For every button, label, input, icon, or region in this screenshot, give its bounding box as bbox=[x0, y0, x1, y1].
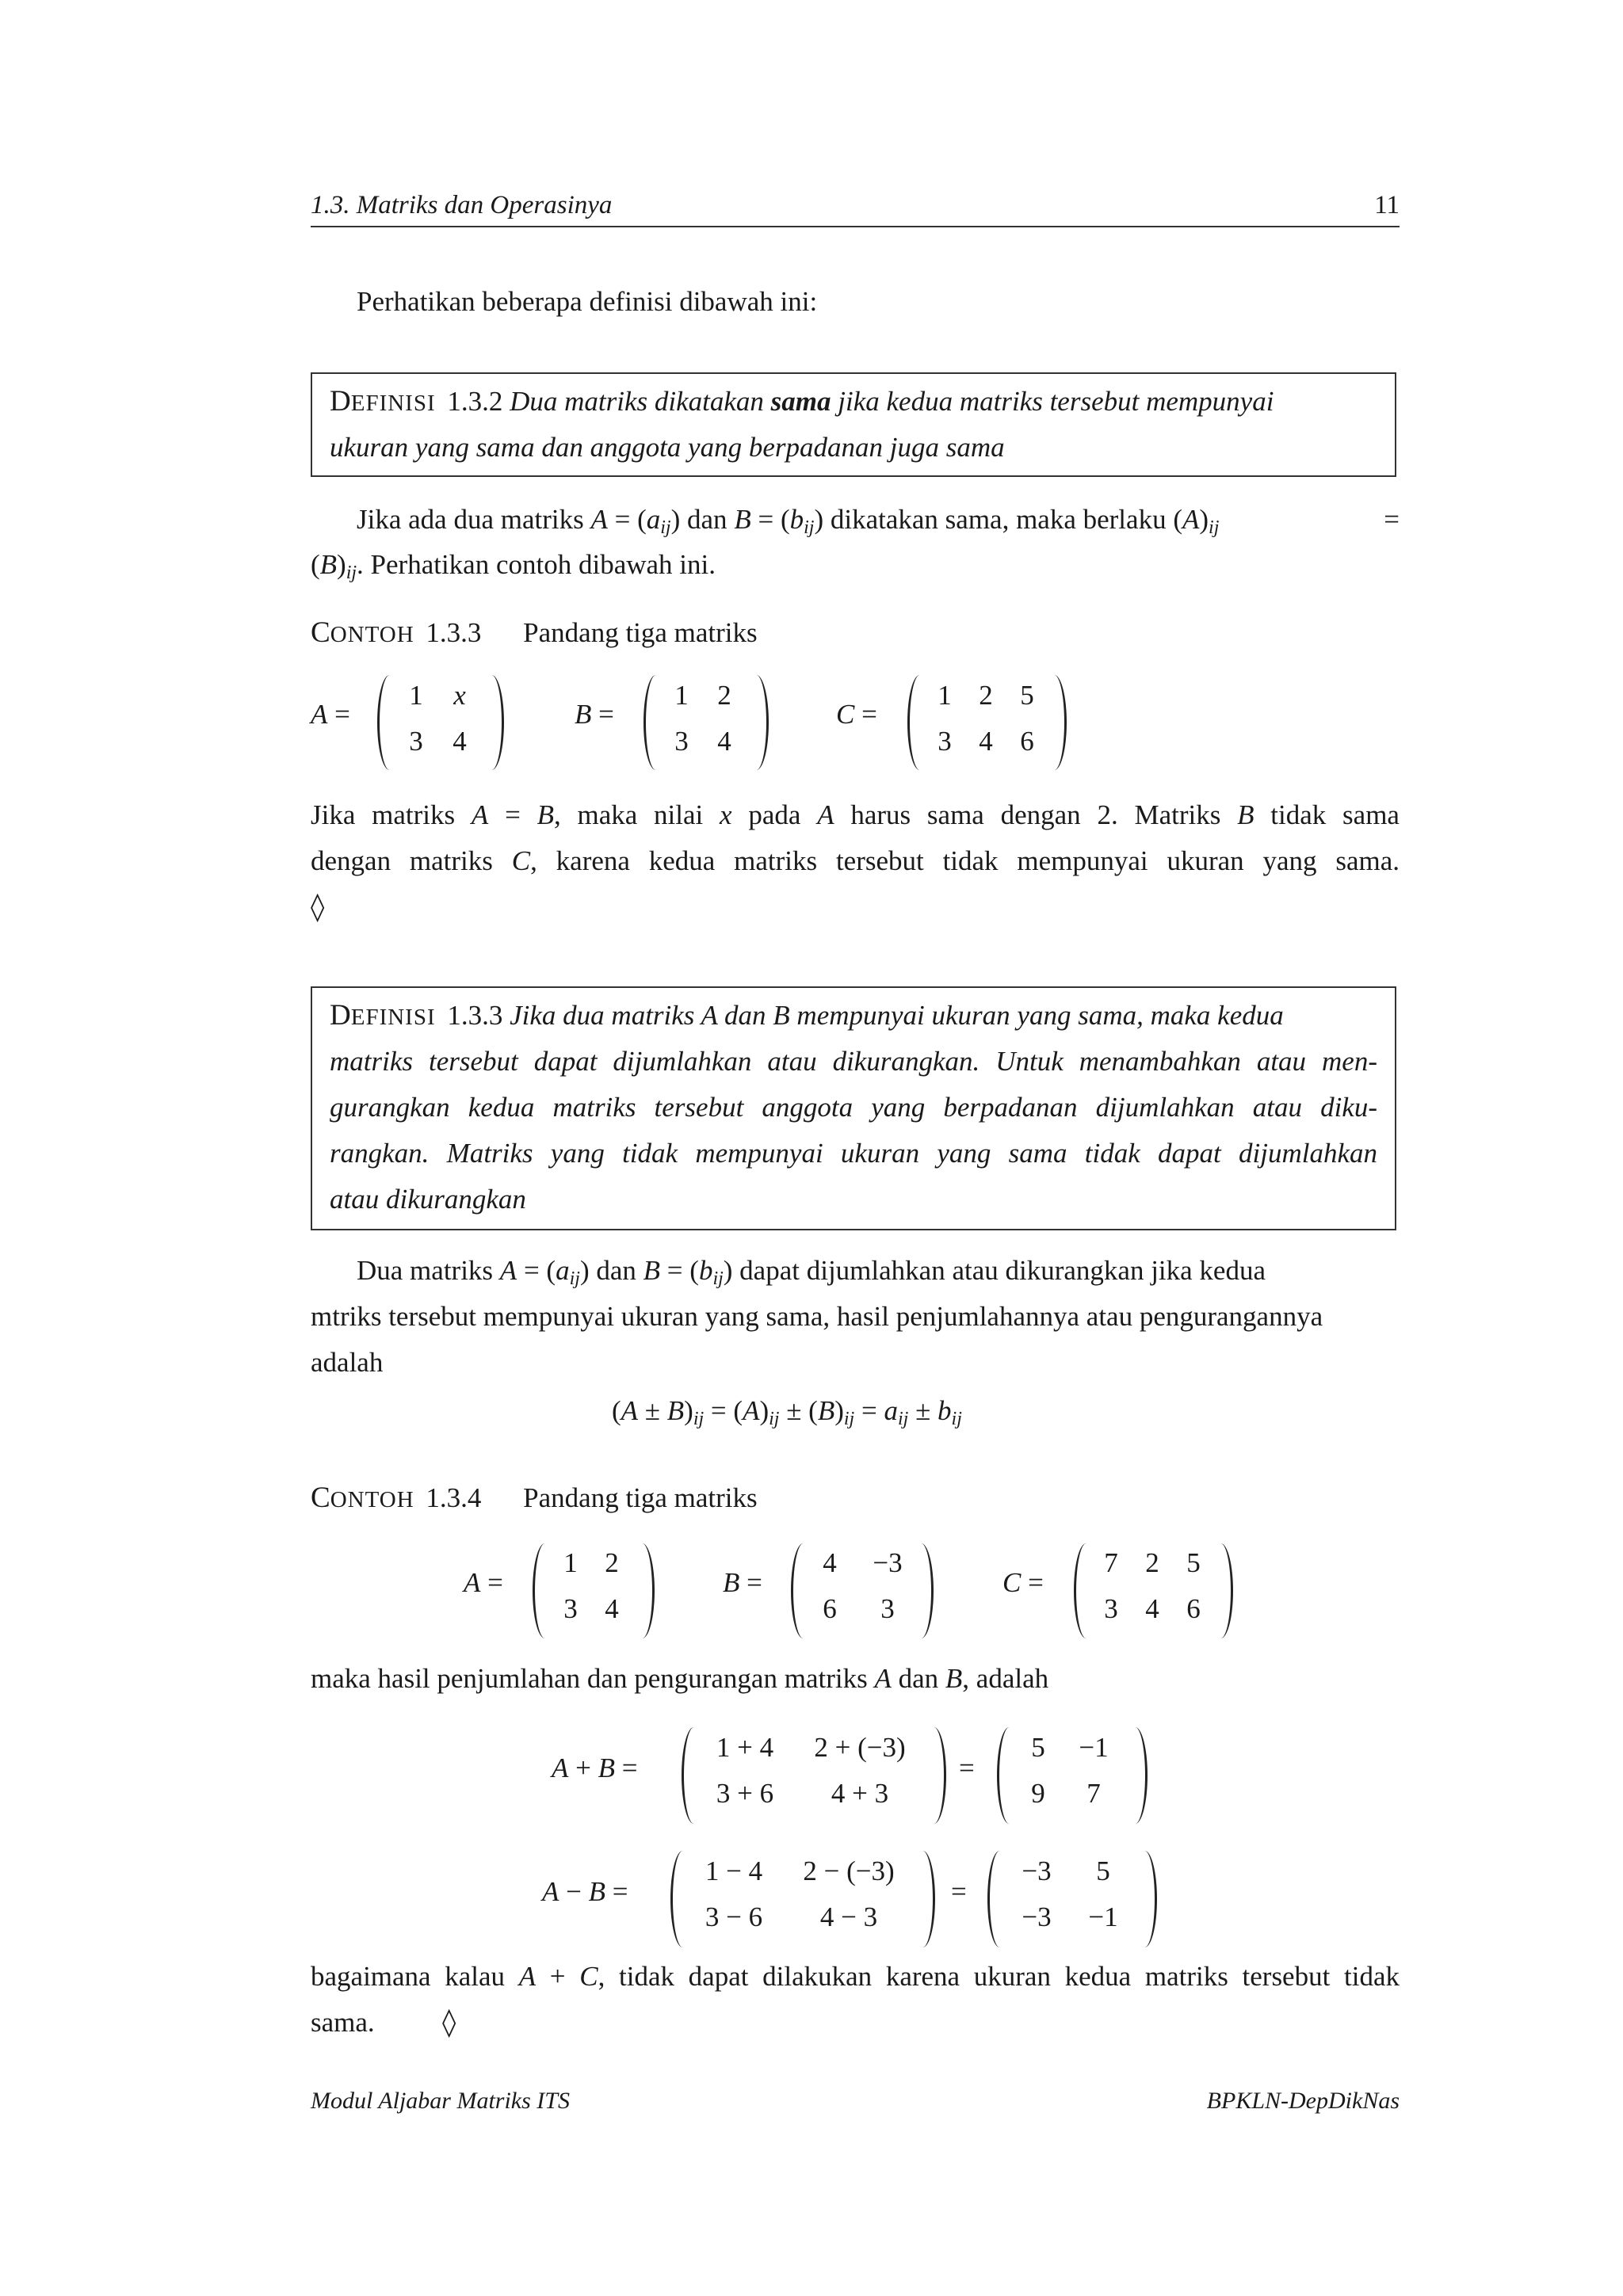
matrix-label-B: B = bbox=[575, 699, 614, 730]
example-title: Pandang tiga matriks bbox=[523, 617, 758, 648]
paragraph-line: mtriks tersebut mempunyai ukuran yang sama, hasil penjumlahannya atau pengurangannya bbox=[311, 1301, 1323, 1332]
paragraph-line: bagaimana kalau A + C, tidak dapat dilakukan karena ukuran kedua matriks tersebut tidak bbox=[311, 1961, 1400, 1992]
definition-label-small: EFINISI bbox=[350, 1005, 436, 1030]
example-label-small: ONTOH bbox=[330, 622, 414, 647]
matrix-cell: 4 bbox=[605, 1593, 619, 1624]
left-paren bbox=[1074, 1543, 1094, 1638]
right-paren bbox=[1136, 1851, 1157, 1947]
paragraph-line: dengan matriks C, karena kedua matriks tersebut tidak mempunyai ukuran yang sama. bbox=[311, 845, 1400, 876]
matrix-cell: 3 bbox=[409, 726, 423, 757]
example-heading-1-3-4 bbox=[311, 1475, 758, 1523]
example-heading-1-3-3 bbox=[311, 610, 758, 658]
definition-box-1-3-3 bbox=[311, 986, 1396, 1230]
definition-line bbox=[330, 379, 1377, 426]
header-rule bbox=[311, 226, 1400, 227]
matrix-cell: 3 bbox=[1104, 1593, 1118, 1624]
definition-line: atau dikurangkan bbox=[330, 1184, 526, 1215]
equals-sign: = bbox=[951, 1876, 967, 1907]
right-paren bbox=[1212, 1543, 1233, 1638]
left-paren bbox=[682, 1727, 702, 1824]
example-label-small: ONTOH bbox=[330, 1487, 414, 1512]
example-number: 1.3.4 bbox=[426, 1482, 482, 1513]
matrix-cell: 4 − 3 bbox=[819, 1901, 878, 1932]
matrix-cell: 2 − (−3) bbox=[803, 1855, 895, 1886]
matrix-cell: 1 bbox=[938, 680, 952, 711]
matrix-cell: 3 bbox=[674, 726, 689, 757]
definition-line: ukuran yang sama dan anggota yang berpadanan juga sama bbox=[330, 432, 1005, 463]
definition-label: D bbox=[330, 385, 351, 418]
matrix-cell: 5 bbox=[1031, 1732, 1045, 1763]
example-label: C bbox=[311, 1482, 330, 1514]
right-paren bbox=[634, 1543, 655, 1638]
definition-text: jika kedua matriks tersebut mempunyai bbox=[831, 386, 1274, 417]
left-paren bbox=[997, 1727, 1018, 1824]
matrix-cell: 5 bbox=[1186, 1547, 1201, 1578]
matrix-cell: −1 bbox=[1079, 1732, 1109, 1763]
right-paren bbox=[913, 1543, 934, 1638]
difference-label: A − B = bbox=[542, 1876, 628, 1907]
matrix-cell: 6 bbox=[1186, 1593, 1201, 1624]
matrix-cell: 2 bbox=[1145, 1547, 1159, 1578]
matrix-cell: −1 bbox=[1088, 1901, 1118, 1932]
matrix-cell: 4 bbox=[717, 726, 731, 757]
matrix-cell: 6 bbox=[823, 1593, 837, 1624]
definition-label: D bbox=[330, 999, 351, 1032]
right-paren bbox=[926, 1727, 946, 1824]
page-number: 11 bbox=[1374, 191, 1400, 219]
matrix-cell: 4 bbox=[453, 726, 467, 757]
matrix-cell: −3 bbox=[1022, 1901, 1052, 1932]
definition-box-1-3-2 bbox=[311, 372, 1396, 477]
matrix-cell: 1 bbox=[563, 1547, 578, 1578]
equals-sign: = bbox=[959, 1753, 975, 1783]
matrix-label-C: C = bbox=[836, 699, 877, 730]
matrix-cell: 1 + 4 bbox=[716, 1732, 774, 1763]
left-paren bbox=[533, 1543, 553, 1638]
footer-right: BPKLN-DepDikNas bbox=[1206, 2088, 1400, 2114]
paragraph-line: Dua matriks $A = (a_{ij})$ dan $B = (b_{ij})$ dapat dijumlahkan atau dikurangkan jika kedua bbox=[357, 1255, 1266, 1289]
matrix-cell: 3 bbox=[938, 726, 952, 757]
matrix-label-B: B = bbox=[723, 1567, 762, 1598]
right-paren bbox=[483, 675, 504, 770]
paragraph-line: sama. bbox=[311, 2007, 375, 2038]
left-paren bbox=[643, 675, 664, 770]
matrix-label-C: C = bbox=[1002, 1567, 1044, 1598]
matrix-cell: 5 bbox=[1020, 680, 1034, 711]
left-paren bbox=[377, 675, 398, 770]
matrix-cell: 7 bbox=[1104, 1547, 1118, 1578]
matrix-cell: −3 bbox=[873, 1547, 903, 1578]
matrix-cell: 9 bbox=[1031, 1778, 1045, 1809]
matrix-cell: 4 bbox=[979, 726, 993, 757]
right-paren bbox=[1046, 675, 1067, 770]
matrix-cell: 1 bbox=[674, 680, 689, 711]
matrix-cell: 5 bbox=[1096, 1855, 1110, 1886]
example-label: C bbox=[311, 616, 330, 649]
definition-number: 1.3.2 bbox=[447, 386, 503, 417]
definition-line: rangkan. Matriks yang tidak mempunyai ukuran yang sama tidak dapat dijumlahkan bbox=[330, 1138, 1377, 1169]
matrix-cell: 3 bbox=[880, 1593, 895, 1624]
matrix-cell: 2 bbox=[605, 1547, 619, 1578]
matrix-cell: 7 bbox=[1086, 1778, 1101, 1809]
matrix-cell: x bbox=[453, 680, 466, 711]
matrix-label-A: A = bbox=[311, 699, 350, 730]
footer-left: Modul Aljabar Matriks ITS bbox=[311, 2088, 570, 2114]
definition-text: Dua matriks dikatakan bbox=[510, 386, 771, 417]
example-number: 1.3.3 bbox=[426, 617, 482, 648]
matrix-cell: 2 + (−3) bbox=[814, 1732, 906, 1763]
definition-line: matriks tersebut dapat dijumlahkan atau dikurangkan. Untuk menambahkan atau men- bbox=[330, 1046, 1377, 1077]
paragraph-line: maka hasil penjumlahan dan pengurangan matriks A dan B, adalah bbox=[311, 1663, 1049, 1694]
paragraph-line: $(B)_{ij}$. Perhatikan contoh dibawah ini. bbox=[311, 549, 716, 583]
end-of-example-diamond: ◊ bbox=[311, 891, 325, 923]
right-paren bbox=[748, 675, 769, 770]
matrix-label-A: A = bbox=[464, 1567, 503, 1598]
left-paren bbox=[907, 675, 928, 770]
definition-line bbox=[330, 993, 1377, 1040]
left-paren bbox=[987, 1851, 1008, 1947]
running-header: 1.3. Matriks dan Operasinya bbox=[311, 191, 613, 219]
definition-line: gurangkan kedua matriks tersebut anggota yang berpadanan dijumlahkan atau diku- bbox=[330, 1092, 1377, 1123]
end-of-example-diamond: ◊ bbox=[442, 2007, 456, 2039]
matrix-cell: −3 bbox=[1022, 1855, 1052, 1886]
matrix-cell: 4 + 3 bbox=[831, 1778, 889, 1809]
matrix-cell: 3 bbox=[563, 1593, 578, 1624]
right-paren bbox=[915, 1851, 935, 1947]
display-formula: $(A \pm B)_{ij} = (A)_{ij} \pm (B)_{ij} = a_{ij} \pm b_{ij}$ bbox=[612, 1395, 962, 1429]
right-paren bbox=[1127, 1727, 1148, 1824]
paragraph-line: adalah bbox=[311, 1347, 384, 1378]
left-paren bbox=[791, 1543, 812, 1638]
matrix-cell: 1 bbox=[409, 680, 423, 711]
paragraph-line: Jika matriks A = B, maka nilai x pada A harus sama dengan 2. Matriks B tidak sama bbox=[311, 799, 1400, 830]
definition-number: 1.3.3 bbox=[447, 1000, 503, 1031]
paragraph-line: Jika ada dua matriks $A = (a_{ij})$ dan $B = (b_{ij})$ dikatakan sama, maka berlaku $(A)_{ij}$ = bbox=[357, 504, 1400, 538]
definition-bold-term: sama bbox=[770, 386, 831, 417]
matrix-cell: 3 + 6 bbox=[716, 1778, 774, 1809]
matrix-cell: 6 bbox=[1020, 726, 1034, 757]
intro-text: Perhatikan beberapa definisi dibawah ini: bbox=[357, 286, 818, 317]
matrix-cell: 3 − 6 bbox=[705, 1901, 763, 1932]
matrix-cell: 1 − 4 bbox=[705, 1855, 763, 1886]
sum-label: A + B = bbox=[552, 1753, 638, 1783]
matrix-cell: 2 bbox=[717, 680, 731, 711]
matrix-cell: 2 bbox=[979, 680, 993, 711]
left-paren bbox=[670, 1851, 691, 1947]
example-title: Pandang tiga matriks bbox=[523, 1482, 758, 1513]
definition-text: Jika dua matriks A dan B mempunyai ukuran yang sama, maka kedua bbox=[510, 1000, 1284, 1031]
matrix-cell: 4 bbox=[1145, 1593, 1159, 1624]
definition-label-small: EFINISI bbox=[350, 391, 436, 416]
matrix-cell: 4 bbox=[823, 1547, 837, 1578]
